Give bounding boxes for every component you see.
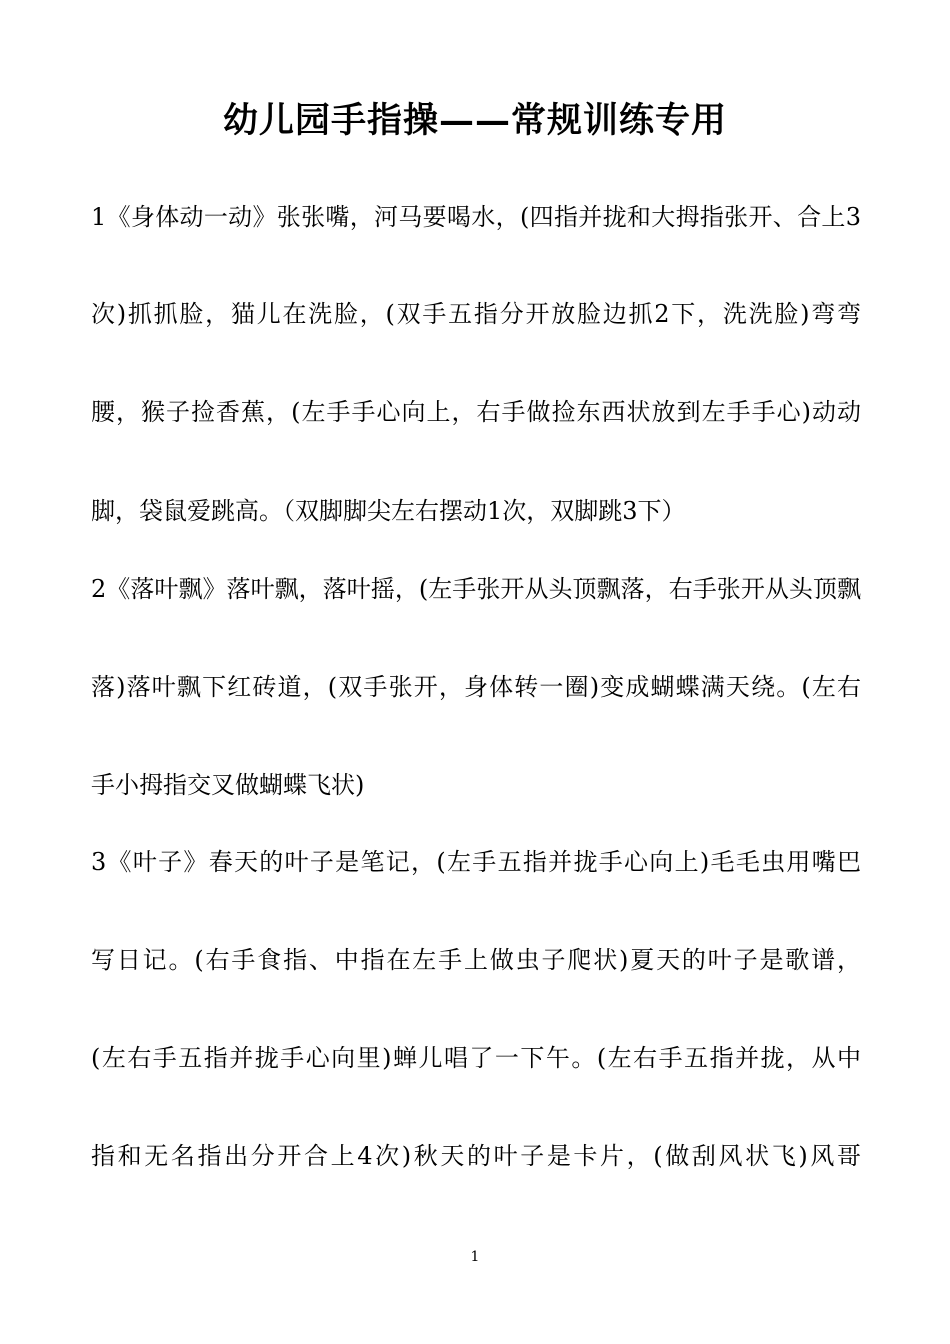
text-line: (左右手五指并拢手心向里)蝉儿唱了一下午。(左右手五指并拢，从中	[91, 1044, 861, 1072]
text-line: 腰，猴子捡香蕉，(左手手心向上，右手做捡东西状放到左手手心)动动	[91, 398, 861, 426]
document-title: 幼儿园手指操——常规训练专用	[222, 100, 727, 141]
text-line: 脚，袋鼠爱跳高。（双脚脚尖左右摆动1次，双脚跳3下）	[91, 497, 686, 525]
text-line: 指和无名指出分开合上4次)秋天的叶子是卡片，(做刮风状飞)风哥	[91, 1142, 861, 1170]
text-line: 3《叶子》春天的叶子是笔记，(左手五指并拢手心向上)毛毛虫用嘴巴	[91, 848, 861, 876]
text-line: 次)抓抓脸，猫儿在洗脸，(双手五指分开放脸边抓2下，洗洗脸)弯弯	[91, 300, 861, 328]
text-line: 1《身体动一动》张张嘴，河马要喝水，(四指并拢和大拇指张开、合上3	[91, 203, 861, 231]
page-number: 1	[470, 1249, 480, 1265]
text-line: 落)落叶飘下红砖道，(双手张开，身体转一圈)变成蝴蝶满天绕。(左右	[91, 673, 861, 701]
text-line: 写日记。(右手食指、中指在左手上做虫子爬状)夏天的叶子是歌谱，	[91, 946, 861, 974]
text-line: 手小拇指交叉做蝴蝶飞状)	[91, 771, 365, 799]
text-line: 2《落叶飘》落叶飘，落叶摇，(左手张开从头顶飘落，右手张开从头顶飘	[91, 575, 861, 603]
